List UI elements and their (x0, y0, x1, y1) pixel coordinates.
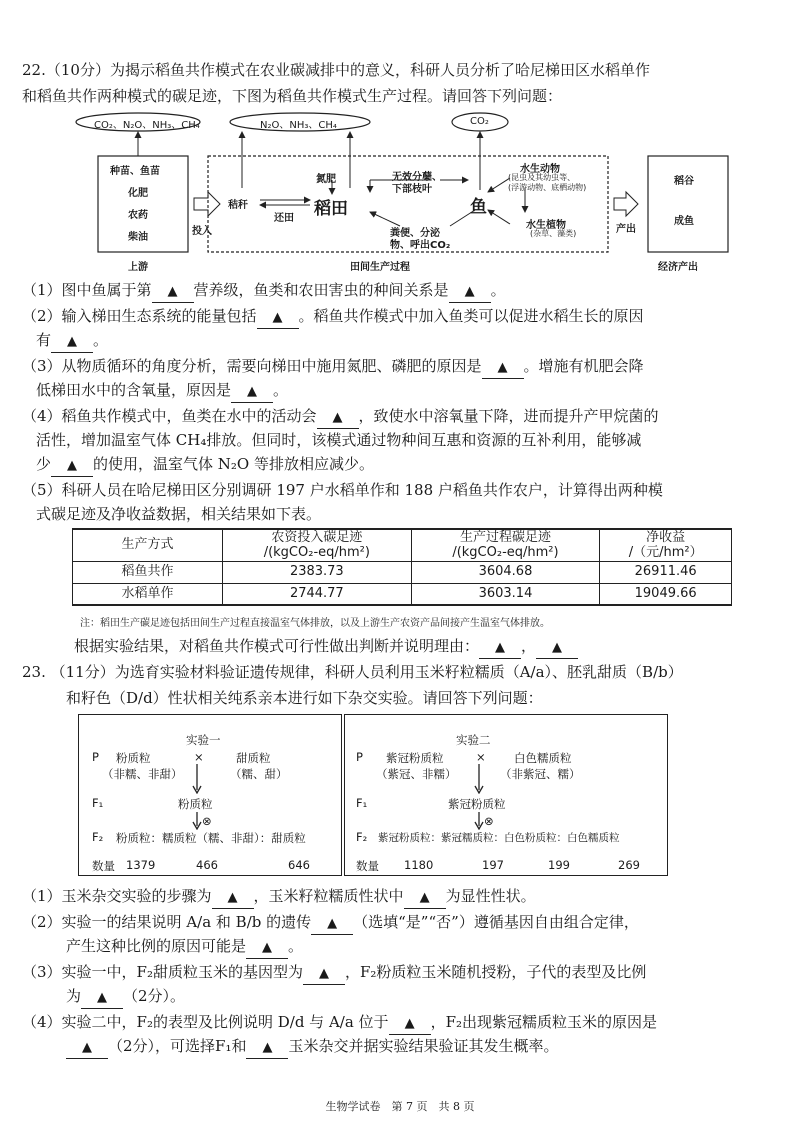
product-item: 稻谷 (674, 176, 694, 187)
exp1-parent-1: 粉质粒 (116, 751, 151, 765)
upstream-item: 柴油 (128, 232, 148, 243)
tillers-label-2: 下部枝叶 (392, 184, 432, 195)
q22-4c: 活性，增加温室气体 CH₄排放。但同时，该模式通过物种间互惠和资源的互补利用，能够减 (36, 431, 642, 449)
q22-4: （4）稻鱼共作模式中，鱼类在水中的活动会 ▲ ，致使水中溶氧量下降，进而提升产甲烷菌的 (22, 406, 778, 429)
answer-blank[interactable]: ▲ (317, 408, 359, 429)
exp2-arrow-1 (472, 764, 486, 794)
straw-label: 秸秆 (228, 200, 248, 211)
q23-2: （2）实验一的结果说明 A/a 和 B/b 的遗传 ▲ （选填“是”“否”）遵循基因自由组合定律， (22, 912, 778, 935)
answer-blank[interactable]: ▲ (389, 1014, 431, 1035)
q22-4d: 少 ▲ 的使用，温室气体 N₂O 等排放相应减少。 (36, 454, 374, 477)
paddy-label: 稻田 (314, 199, 348, 219)
exp1-parent-2: 甜质粒 (236, 751, 271, 765)
exp1-F2: F₂ (92, 830, 104, 844)
answer-blank[interactable]: ▲ (482, 358, 524, 379)
answer-blank[interactable]: ▲ (311, 914, 353, 935)
exp2-count: 199 (548, 858, 570, 872)
aquatic-plants-label: 水生植物 (526, 220, 566, 231)
input-label: 投入 (192, 226, 212, 237)
q23-3: （3）实验一中，F₂甜质粒玉米的基因型为 ▲ ，F₂粉质粒玉米随机授粉，子代的表型及比例 (22, 962, 778, 985)
q22-3c: 低梯田水中的含氧量，原因是 ▲ 。 (36, 380, 288, 403)
exp1-parent-2-traits: （糯、甜） (230, 767, 288, 781)
table-row (73, 561, 732, 583)
excrement-label-2: 物、呼出CO₂ (390, 240, 451, 251)
output-label: 产出 (616, 224, 636, 235)
exp2-cross: × (476, 750, 486, 764)
cloud-gases-2: N₂O、NH₃、CH₄ (260, 120, 337, 131)
aquatic-animals-label: 水生动物 (520, 164, 560, 175)
exp1-count-label: 数量 (92, 859, 115, 873)
answer-blank[interactable]: ▲ (152, 282, 194, 303)
exp2-count: 269 (618, 858, 640, 872)
upstream-item: 种苗、鱼苗 (110, 166, 160, 177)
exp2-F1: F₁ (356, 796, 368, 810)
exp1-F1: F₁ (92, 796, 104, 810)
exp2-parent-2: 白色糯质粒 (514, 751, 572, 765)
page-footer: 生物学试卷 第 7 页 共 8 页 (325, 1100, 475, 1113)
exp2-count: 197 (482, 858, 504, 872)
exp2-count-label: 数量 (356, 859, 379, 873)
answer-blank[interactable]: ▲ (212, 888, 254, 909)
exp2-self-icon: ⊗ (484, 814, 494, 828)
table-header: 生产方式 (73, 529, 223, 561)
cloud-gases-3: CO₂ (470, 116, 489, 127)
exp1-parent-1-traits: （非糯、非甜） (102, 767, 183, 781)
exp2-parent-1-traits: （紫冠、非糯） (376, 767, 457, 781)
answer-blank[interactable]: ▲ (246, 1038, 288, 1059)
answer-blank[interactable]: ▲ (231, 382, 273, 403)
answer-blank[interactable]: ▲ (81, 988, 123, 1009)
exp1-self-icon: ⊗ (202, 814, 212, 828)
field-process-label: 田间生产过程 (350, 262, 410, 273)
experiment-2-box (344, 714, 668, 876)
q23-4c: ▲ （2分），可选择F₁和 ▲ 玉米杂交并据实验结果验证其发生概率。 (66, 1036, 558, 1059)
exp2-f2-value: 紫冠粉质粒：紫冠糯质粒：白色粉质粒：白色糯质粒 (378, 832, 620, 844)
table-cell: 3604.68 (411, 561, 600, 583)
table-header: 净收益 (600, 529, 732, 545)
product-item: 成鱼 (674, 216, 694, 227)
exp1-count: 1379 (126, 858, 156, 872)
exp1-count: 646 (288, 858, 310, 872)
answer-blank[interactable]: ▲ (404, 888, 446, 909)
rice-fish-diagram (70, 108, 740, 278)
table-unit: /（元/hm²） (600, 545, 732, 561)
answer-blank[interactable]: ▲ (51, 456, 93, 477)
carbon-footprint-table (72, 528, 732, 606)
upstream-item: 化肥 (128, 188, 148, 199)
table-cell: 2744.77 (223, 583, 412, 605)
q23-3c: 为 ▲ （2分）。 (66, 986, 185, 1009)
economic-output-label: 经济产出 (658, 262, 698, 273)
q22-5b: 式碳足迹及净收益数据，相关结果如下表。 (36, 505, 322, 523)
answer-blank[interactable]: ▲ (66, 1038, 108, 1059)
answer-blank[interactable]: ▲ (246, 938, 288, 959)
table-cell: 水稻单作 (73, 583, 223, 605)
exp2-P: P (356, 750, 363, 764)
q22-1: （1）图中鱼属于第 ▲ 营养级，鱼类和农田害虫的种间关系是 ▲ 。 (22, 280, 778, 303)
exp1-f1-value: 粉质粒 (178, 797, 213, 811)
answer-blank[interactable]: ▲ (51, 332, 93, 353)
answer-blank[interactable]: ▲ (536, 638, 578, 659)
q22-2c: 有 ▲ 。 (36, 330, 108, 353)
q23-heading-2: 和籽色（D/d）性状相关纯系亲本进行如下杂交实验。请回答下列问题： (66, 689, 543, 707)
exp2-count: 1180 (404, 858, 434, 872)
exp1-arrow-1 (190, 764, 204, 794)
exp2-parent-2-traits: （非紫冠、糯） (500, 767, 581, 781)
table-header: 农资投入碳足迹 (223, 529, 412, 545)
table-cell: 19049.66 (600, 583, 732, 605)
q23-4: （4）实验二中，F₂的表型及比例说明 D/d 与 A/a 位于 ▲ ，F₂出现紫冠糯质粒玉米的原因是 (22, 1012, 778, 1035)
upstream-label: 上游 (128, 262, 148, 273)
q22-3: （3）从物质循环的角度分析，需要向梯田中施用氮肥、磷肥的原因是 ▲ 。增施有机肥会降 (22, 356, 778, 379)
tillers-label: 无效分蘖、 (392, 172, 442, 183)
return-field-label: 还田 (274, 213, 294, 224)
answer-blank[interactable]: ▲ (303, 964, 345, 985)
q22-heading: 22.（10分）为揭示稻鱼共作模式在农业碳减排中的意义，科研人员分析了哈尼梯田区水稻单作 (22, 61, 650, 79)
table-cell: 2383.73 (223, 561, 412, 583)
answer-blank[interactable]: ▲ (257, 308, 299, 329)
upstream-item: 农药 (128, 210, 148, 221)
table-header: 生产过程碳足迹 (411, 529, 600, 545)
exp1-cross: × (194, 750, 204, 764)
table-unit: /(kgCO₂-eq/hm²) (411, 545, 600, 561)
table-cell: 26911.46 (600, 561, 732, 583)
exp1-title: 实验一 (186, 733, 221, 747)
q23-2c: 产生这种比例的原因可能是 ▲ 。 (66, 936, 303, 959)
cloud-gases-1: CO₂、N₂O、NH₃、CH₄ (94, 120, 200, 131)
excrement-label: 粪便、分泌 (390, 228, 440, 239)
table-header-row (73, 529, 732, 545)
table-cell: 稻鱼共作 (73, 561, 223, 583)
answer-blank[interactable]: ▲ (449, 282, 491, 303)
exp2-F2: F₂ (356, 830, 368, 844)
q22-5: （5）科研人员在哈尼梯田区分别调研 197 户水稻单作和 188 户稻鱼共作农户，计算得出两种模 (22, 481, 663, 499)
aquatic-plants-sub: (杂草、藻类) (530, 229, 577, 238)
q22-heading-2: 和稻鱼共作两种模式的碳足迹，下图为稻鱼共作模式生产过程。请回答下列问题： (22, 87, 563, 105)
fish-label: 鱼 (470, 197, 487, 217)
answer-blank[interactable]: ▲ (479, 638, 521, 659)
table-cell: 3603.14 (411, 583, 600, 605)
exp2-f1-value: 紫冠粉质粒 (448, 797, 506, 811)
exp1-P: P (92, 750, 99, 764)
nitrogen-label: 氮肥 (316, 174, 336, 185)
q22-2: （2）输入梯田生态系统的能量包括 ▲ 。稻鱼共作模式中加入鱼类可以促进水稻生长的原因 (22, 306, 778, 329)
exp1-f2-value: 粉质粒：糯质粒（糯、非甜）：甜质粒 (116, 831, 306, 845)
table-row (73, 583, 732, 605)
exp1-count: 466 (196, 858, 218, 872)
table-unit: /(kgCO₂-eq/hm²) (223, 545, 412, 561)
exp2-parent-1: 紫冠粉质粒 (386, 751, 444, 765)
q23-1: （1）玉米杂交实验的步骤为 ▲ ，玉米籽粒糯质性状中 ▲ 为显性性状。 (22, 886, 778, 909)
table-note: 注：稻田生产碳足迹包括田间生产过程直接温室气体排放，以及上游生产农资产品间接产生温室气体排放。 (80, 618, 550, 629)
q23-heading: 23. （11分）为选育实验材料验证遗传规律，科研人员利用玉米籽粒糯质（A/a）、胚乳甜质（B/b） (22, 663, 683, 681)
exp2-title: 实验二 (456, 733, 491, 747)
q22-5c: 根据实验结果，对稻鱼共作模式可行性做出判断并说明理由： ▲ ， ▲ (74, 636, 578, 659)
aquatic-animals-sub: (浮游动物、底栖动物) (508, 183, 587, 192)
aquatic-animals-sub0: (昆虫及其幼虫等、 (508, 173, 576, 182)
